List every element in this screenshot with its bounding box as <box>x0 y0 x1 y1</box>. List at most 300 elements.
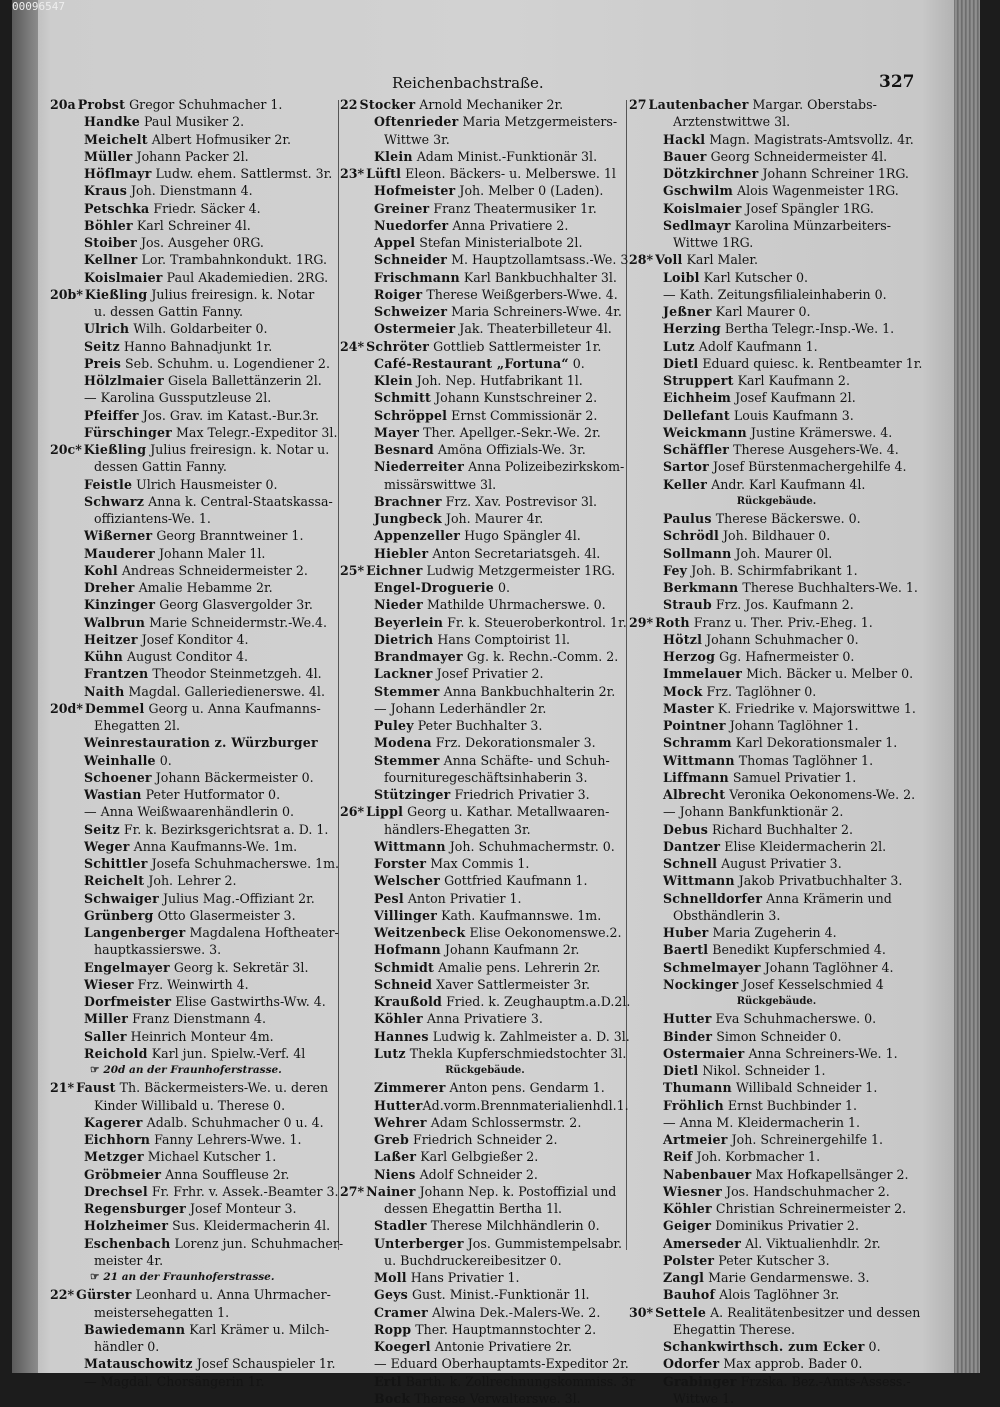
resident-name: Kellner <box>84 252 138 268</box>
directory-entry <box>50 165 345 182</box>
directory-entry <box>629 1338 924 1355</box>
directory-entry <box>629 1355 924 1372</box>
resident-details: Karl Maler. <box>682 252 759 268</box>
resident-name: Köhler <box>663 1201 712 1216</box>
resident-details: Josef Privatier 2. <box>432 666 544 682</box>
co-resident-entry: — Karolina Gussputzleuse 2l. <box>84 390 272 406</box>
directory-entry <box>629 579 924 596</box>
resident-name: Preis <box>84 355 121 371</box>
directory-entry <box>50 1235 345 1252</box>
directory-entry <box>340 389 630 406</box>
resident-details: Willibald Schneider 1. <box>731 1080 878 1096</box>
resident-details: Peter Buchhalter 3. <box>413 718 543 733</box>
resident-name: Fey <box>663 562 688 578</box>
resident-name: Faust <box>76 1080 116 1096</box>
resident-name: Metzger <box>84 1149 144 1165</box>
resident-details: Barth. k. Zollrechnungskommiss. 3r <box>401 1373 636 1389</box>
resident-name: Meichelt <box>84 131 148 147</box>
entry-continuation: dessen Gattin Fanny. <box>94 459 227 475</box>
directory-entry <box>50 372 345 389</box>
resident-name: Frantzen <box>84 666 149 682</box>
directory-entry <box>629 217 924 234</box>
directory-entry <box>340 1286 630 1303</box>
resident-name: Kühn <box>84 649 123 664</box>
resident-details: Josef Kaufmann 2l. <box>731 390 856 406</box>
resident-name: Puley <box>374 718 414 733</box>
directory-entry <box>50 407 345 424</box>
directory-entry <box>629 890 924 907</box>
resident-details: Adolf Schneider 2. <box>415 1166 538 1182</box>
directory-entry <box>340 165 630 182</box>
resident-details: Justine Krämerswe. 4. <box>746 424 893 440</box>
resident-details: Lor. Trambahnkondukt. 1RG. <box>137 252 328 268</box>
directory-entry <box>629 1183 924 1200</box>
resident-name: Stadler <box>374 1218 427 1234</box>
resident-details: Joh. Melber 0 (Laden). <box>455 183 604 199</box>
resident-name: Kießling <box>84 286 148 302</box>
directory-entry <box>629 424 924 441</box>
directory-entry <box>50 200 345 217</box>
resident-details: Joh. Bildhauer 0. <box>718 528 831 544</box>
resident-details: Anton pens. Gendarm 1. <box>445 1080 605 1096</box>
resident-details: Georg Schneidermeister 4l. <box>706 148 888 164</box>
resident-name: Eichner <box>366 562 423 578</box>
resident-name: Gürster <box>76 1287 132 1303</box>
resident-details: Josef Bürstenmachergehilfe 4. <box>708 459 907 475</box>
resident-details: Ludwig k. Zahlmeister a. D. 3l. <box>428 1028 630 1044</box>
entry-continuation: meister 4r. <box>94 1252 164 1268</box>
resident-details: Anna k. Central-Staatskassa- <box>144 493 333 509</box>
resident-name: Wastian <box>84 787 142 802</box>
resident-name: Kagerer <box>84 1114 143 1130</box>
resident-name: Herzing <box>663 321 721 337</box>
resident-details: Anna Privatiere 2. <box>448 217 569 233</box>
resident-name: Wiesner <box>663 1183 723 1199</box>
resident-details: Ludw. ehem. Sattlermst. 3r. <box>151 166 333 181</box>
resident-details: Magdal. Galleriedienerswe. 4l. <box>124 683 325 699</box>
directory-entry <box>629 734 924 751</box>
resident-name: Hackl <box>663 131 706 147</box>
resident-details: Joh. Schuhmachermstr. 0. <box>445 838 615 854</box>
resident-details: Anton Privatier 1. <box>403 890 522 906</box>
house-number: 20b* <box>50 286 83 302</box>
resident-name: Schneider <box>374 252 448 268</box>
resident-details: Anna Schreiners-We. 1. <box>744 1045 898 1061</box>
directory-entry <box>629 441 924 458</box>
directory-entry <box>629 148 924 165</box>
resident-name: Lutz <box>663 338 695 354</box>
resident-details: Gust. Minist.-Funktionär 1l. <box>407 1287 590 1303</box>
adjacent-page-edge <box>12 0 38 1373</box>
resident-name: Schwaiger <box>84 890 159 906</box>
resident-name: Sartor <box>663 459 709 475</box>
resident-name: Ostermaier <box>663 1045 745 1061</box>
section-subheading: Rückgebäude. <box>736 996 817 1007</box>
resident-name: Schittler <box>84 856 148 871</box>
resident-details: Jak. Theaterbilleteur 4l. <box>455 321 612 337</box>
directory-entry <box>340 803 630 820</box>
directory-entry <box>50 752 345 769</box>
directory-entry <box>629 1304 924 1321</box>
resident-details: Georg k. Sekretär 3l. <box>169 959 309 975</box>
scan-id-stamp: 00096547 <box>12 0 65 13</box>
directory-entry <box>340 941 630 958</box>
resident-details: Karl Gelbgießer 2. <box>416 1149 539 1165</box>
resident-name: Saller <box>84 1028 127 1044</box>
resident-details: Richard Buchhalter 2. <box>708 821 854 837</box>
directory-entry <box>629 1045 924 1062</box>
resident-details: Anton Secretariatsgeh. 4l. <box>428 545 601 561</box>
directory-entry <box>50 1045 345 1062</box>
directory-entry <box>629 872 924 889</box>
resident-name: Seitz <box>84 821 120 837</box>
directory-entry <box>340 458 630 475</box>
directory-entry <box>340 113 630 130</box>
directory-entry <box>340 1321 630 1338</box>
directory-entry <box>50 269 345 286</box>
resident-name: Weickmann <box>663 424 747 440</box>
book-page-edges <box>954 0 980 1373</box>
resident-details: Joh. Lehrer 2. <box>144 873 237 889</box>
resident-name: Schmelmayer <box>663 959 761 975</box>
resident-name: Bauer <box>663 148 707 164</box>
resident-details: Nikol. Schneider 1. <box>698 1063 826 1078</box>
resident-details: Georg Glasvergolder 3r. <box>155 597 313 613</box>
resident-details: Josefa Schuhmacherswe. 1m. <box>147 856 340 871</box>
resident-details: Friedrich Schneider 2. <box>409 1132 558 1147</box>
resident-details: Fr. Frhr. v. Assek.-Beamter 3. <box>147 1183 339 1199</box>
resident-name: Koislmaier <box>84 269 163 285</box>
resident-details: 0. <box>493 580 510 595</box>
directory-entry <box>629 959 924 976</box>
resident-name: Kießling <box>83 442 147 457</box>
page-number: 327 <box>879 72 915 92</box>
house-number: 27* <box>340 1183 365 1199</box>
resident-name: Ulrich <box>84 321 130 337</box>
directory-entry <box>340 1045 630 1062</box>
directory-entry <box>50 1131 345 1148</box>
directory-entry <box>50 665 345 682</box>
directory-entry <box>50 855 345 872</box>
directory-entry <box>340 545 630 562</box>
resident-details: Magn. Magistrats-Amtsvollz. 4r. <box>705 131 914 147</box>
resident-name: Frischmann <box>374 269 460 285</box>
resident-details: Therese Milchhändlerin 0. <box>426 1218 600 1234</box>
directory-entry <box>340 786 630 803</box>
directory-entry <box>50 1079 345 1096</box>
resident-details: Dominikus Privatier 2. <box>711 1218 859 1234</box>
directory-entry <box>50 441 345 458</box>
resident-name: Herzog <box>663 649 716 664</box>
resident-details: Samuel Privatier 1. <box>728 769 857 785</box>
resident-name: Wieser <box>84 976 134 992</box>
directory-entry <box>50 217 345 234</box>
resident-name: Klein <box>374 373 413 388</box>
resident-name: Jungbeck <box>374 511 442 526</box>
resident-details: Joh. Korbmacher 1. <box>692 1149 821 1165</box>
directory-entry <box>629 665 924 682</box>
resident-name: Lippl <box>366 804 404 820</box>
resident-details: Ulrich Hausmeister 0. <box>132 476 278 492</box>
entry-continuation: Arztenstwittwe 3l. <box>673 114 791 130</box>
resident-details: Josef Kesselschmied 4 <box>738 976 884 992</box>
resident-name: Schröppel <box>374 407 448 423</box>
resident-details: Gg. Hafnermeister 0. <box>715 649 855 664</box>
directory-entry <box>50 993 345 1010</box>
resident-name: Eichhorn <box>84 1132 151 1147</box>
house-number: 20d* <box>50 700 83 716</box>
resident-name: Dietl <box>663 355 699 371</box>
directory-entry <box>340 959 630 976</box>
entry-continuation: hauptkassierswe. 3. <box>94 942 222 958</box>
directory-entry <box>340 269 630 286</box>
resident-name: Mauderer <box>84 545 155 561</box>
directory-entry <box>50 1114 345 1131</box>
resident-name: Stemmer <box>374 683 440 699</box>
resident-name: Nockinger <box>663 976 739 992</box>
resident-name: Kohl <box>84 562 118 578</box>
resident-name: Hutter <box>663 1011 712 1027</box>
resident-name: Zangl <box>663 1270 705 1285</box>
resident-details: Gisela Ballettänzerin 2l. <box>163 373 322 388</box>
resident-details: Johann Packer 2l. <box>132 148 249 164</box>
resident-details: Ernst Commissionär 2. <box>447 407 598 423</box>
resident-details: A. Realitätenbesitzer und dessen <box>706 1304 921 1320</box>
resident-name: Fröhlich <box>663 1097 724 1113</box>
directory-entry <box>629 527 924 544</box>
resident-name: Bauhof <box>663 1287 716 1303</box>
resident-details: Th. Bäckermeisters-We. u. deren <box>115 1080 329 1096</box>
directory-entry <box>340 510 630 527</box>
resident-name: Schwarz <box>84 493 145 509</box>
resident-name: Weinrestauration z. Würzburger <box>84 735 318 751</box>
resident-name: Regensburger <box>84 1201 186 1216</box>
directory-entry <box>340 493 630 510</box>
house-number: 21* <box>50 1080 75 1096</box>
resident-details: Alwina Dek.-Malers-We. 2. <box>428 1304 601 1320</box>
resident-name: Thumann <box>663 1080 732 1096</box>
directory-entry <box>50 1010 345 1027</box>
directory-entry <box>50 182 345 199</box>
directory-entry <box>629 976 924 993</box>
resident-details: Ther. Apellger.-Sekr.-We. 2r. <box>419 424 601 440</box>
directory-entry <box>340 1114 630 1131</box>
resident-details: Veronika Oekonomens-We. 2. <box>725 787 916 802</box>
resident-details: Theodor Steinmetzgeh. 4l. <box>148 666 322 682</box>
resident-name: Laßer <box>374 1149 417 1165</box>
resident-details: Marie Schneidermstr.-We.4. <box>145 614 328 630</box>
resident-name: Voll <box>655 252 683 268</box>
pointing-hand-icon: ☞ <box>90 1271 100 1283</box>
directory-entry <box>340 1390 630 1407</box>
resident-details: Karl Kutscher 0. <box>699 269 809 285</box>
directory-entry <box>50 769 345 786</box>
resident-name: Niens <box>374 1166 416 1182</box>
house-number: 20c* <box>50 442 82 457</box>
resident-name: Zimmerer <box>374 1080 446 1096</box>
directory-entry <box>340 993 630 1010</box>
resident-details: Gottfried Kaufmann 1. <box>440 873 588 889</box>
resident-name: Höflmayr <box>84 166 152 181</box>
resident-name: Sedlmayr <box>663 217 731 233</box>
directory-entry <box>50 648 345 665</box>
resident-details: Eleon. Bäckers- u. Melberswe. 1l <box>401 166 616 181</box>
running-head: Reichenbachstraße. <box>392 74 544 92</box>
directory-entry <box>340 200 630 217</box>
resident-details: Therese Bäckerswe. 0. <box>711 511 861 526</box>
entry-continuation: Ehegattin Therese. <box>673 1321 795 1337</box>
section-subheading: Rückgebäude. <box>445 1065 525 1076</box>
resident-details: Sus. Kleidermacherin 4l. <box>168 1218 331 1234</box>
resident-name: Hannes <box>374 1028 429 1044</box>
resident-name: Dantzer <box>663 838 721 854</box>
resident-details: Frz. Dekorationsmaler 3. <box>431 735 596 751</box>
resident-details: Alois Wagenmeister 1RG. <box>733 183 899 199</box>
directory-entry <box>340 717 630 734</box>
resident-details: Wilh. Goldarbeiter 0. <box>129 321 268 337</box>
directory-entry <box>629 1373 924 1390</box>
directory-entry <box>629 786 924 803</box>
resident-name: Baertl <box>663 942 709 958</box>
resident-name: Hutter <box>374 1097 423 1113</box>
resident-name: Binder <box>663 1028 713 1044</box>
directory-entry <box>50 734 345 751</box>
directory-entry <box>340 976 630 993</box>
resident-name: Reichold <box>84 1045 148 1061</box>
resident-name: Greiner <box>374 200 430 216</box>
resident-details: Johann Schreiner 1RG. <box>758 166 909 181</box>
entry-continuation: fournituregeschäftsinhaberin 3. <box>384 769 588 785</box>
directory-entry <box>629 1148 924 1165</box>
resident-details: Gg. k. Rechn.-Comm. 2. <box>462 649 619 664</box>
resident-details: Thekla Kupferschmiedstochter 3l. <box>405 1045 627 1061</box>
directory-entry <box>50 683 345 700</box>
resident-details: Albert Hofmusiker 2r. <box>147 131 292 147</box>
resident-name: Schankwirthsch. zum Ecker <box>663 1339 865 1354</box>
resident-name: Lackner <box>374 666 433 682</box>
resident-name: Loibl <box>663 269 700 285</box>
resident-details: Christian Schreinermeister 2. <box>711 1201 907 1216</box>
directory-entry <box>50 596 345 613</box>
resident-name: Wittmann <box>663 752 735 768</box>
directory-entry <box>340 1166 630 1183</box>
resident-name: Master <box>663 700 714 716</box>
resident-name: Oftenrieder <box>374 114 459 130</box>
resident-details: Elise Gastwirths-Ww. 4. <box>171 994 326 1009</box>
section-subheading: Rückgebäude. <box>736 495 817 507</box>
directory-entry <box>340 890 630 907</box>
entry-continuation: Kinder Willibald u. Therese 0. <box>94 1097 286 1113</box>
resident-name: Forster <box>374 856 427 871</box>
resident-name: Lüftl <box>366 166 402 181</box>
resident-name: Reichelt <box>84 873 145 889</box>
resident-name: Engel-Droguerie <box>374 580 494 595</box>
directory-entry <box>50 700 345 717</box>
resident-name: Müller <box>84 148 133 164</box>
resident-name: Probst <box>77 97 126 112</box>
directory-entry <box>629 1131 924 1148</box>
directory-entry <box>629 1269 924 1286</box>
entry-continuation: u. Buchdruckereibesitzer 0. <box>384 1252 562 1268</box>
house-number: 22* <box>50 1287 75 1303</box>
resident-name: Welscher <box>374 873 441 889</box>
resident-name: Polster <box>663 1252 715 1268</box>
resident-details: Joh. Dienstmann 4. <box>127 183 253 199</box>
resident-name: Hofmann <box>374 942 441 958</box>
resident-details: K. Friedrike v. Majorswittwe 1. <box>713 700 916 716</box>
resident-details: Maria Zugeherin 4. <box>708 925 837 940</box>
resident-details: Joh. Maurer 4r. <box>441 511 544 526</box>
resident-name: Schäffler <box>663 442 730 457</box>
directory-entry <box>340 372 630 389</box>
resident-name: Schweizer <box>374 304 448 319</box>
resident-details: Antonie Privatiere 2r. <box>430 1339 572 1354</box>
directory-entry <box>629 1200 924 1217</box>
resident-details: Johann Taglöhner 1. <box>725 718 859 733</box>
resident-details: Fried. k. Zeughauptm.a.D.2l. <box>442 994 631 1009</box>
directory-entry <box>629 355 924 372</box>
resident-name: Pfeiffer <box>84 407 139 423</box>
directory-entry <box>340 96 630 113</box>
resident-details: Johann Taglöhner 4. <box>760 959 894 975</box>
resident-details: Julius Mag.-Offiziant 2r. <box>158 890 315 906</box>
resident-name: Geiger <box>663 1218 712 1234</box>
directory-entry <box>629 389 924 406</box>
directory-entry <box>340 1269 630 1286</box>
entry-continuation: händler 0. <box>94 1339 160 1354</box>
resident-details: Therese Verwalterswe. 3l. <box>410 1390 581 1406</box>
co-resident-entry: — Magdal. Chorsängerin 1r. <box>84 1373 265 1389</box>
corner-note <box>50 1269 345 1286</box>
directory-entry <box>340 1217 630 1234</box>
directory-entry <box>340 424 630 441</box>
resident-details: Anna Krämerin und <box>762 890 892 906</box>
resident-details: Amalie Hebamme 2r. <box>134 580 273 595</box>
directory-entry <box>629 131 924 148</box>
resident-name: Pesl <box>374 890 404 906</box>
house-number: 30* <box>629 1304 654 1320</box>
resident-details: Karl Dekorationsmaler 1. <box>731 735 898 751</box>
resident-name: Schmitt <box>374 390 432 406</box>
resident-details: Adam Minist.-Funktionär 3l. <box>412 148 598 164</box>
directory-entry <box>629 717 924 734</box>
resident-details: Jos. Gummistempelsabr. <box>463 1235 623 1251</box>
directory-entry <box>340 734 630 751</box>
resident-name: Grünberg <box>84 907 154 923</box>
resident-name: Gröbmeier <box>84 1166 162 1182</box>
directory-entry <box>340 1079 630 1096</box>
resident-details: 0. <box>155 752 172 768</box>
directory-entry <box>629 476 924 493</box>
resident-name: Liffmann <box>663 769 729 785</box>
directory-entry <box>629 821 924 838</box>
resident-name: Walbrun <box>84 614 146 630</box>
directory-entry <box>50 545 345 562</box>
resident-details: Max approb. Bader 0. <box>719 1356 863 1372</box>
resident-details: Eduard quiesc. k. Rentbeamter 1r. <box>698 355 923 371</box>
resident-name: Hölzlmaier <box>84 373 164 388</box>
resident-details: Josef Schauspieler 1r. <box>192 1356 336 1372</box>
directory-entry <box>50 1148 345 1165</box>
directory-entry <box>340 1235 630 1252</box>
directory-entry <box>340 1010 630 1027</box>
resident-name: Koislmaier <box>663 200 742 216</box>
entry-continuation: meistersehegatten 1. <box>94 1304 230 1320</box>
resident-details: Mich. Bäcker u. Melber 0. <box>742 666 914 682</box>
directory-entry <box>629 338 924 355</box>
resident-name: Gschwilm <box>663 183 734 199</box>
resident-details: Johann Maler 1l. <box>154 545 266 561</box>
